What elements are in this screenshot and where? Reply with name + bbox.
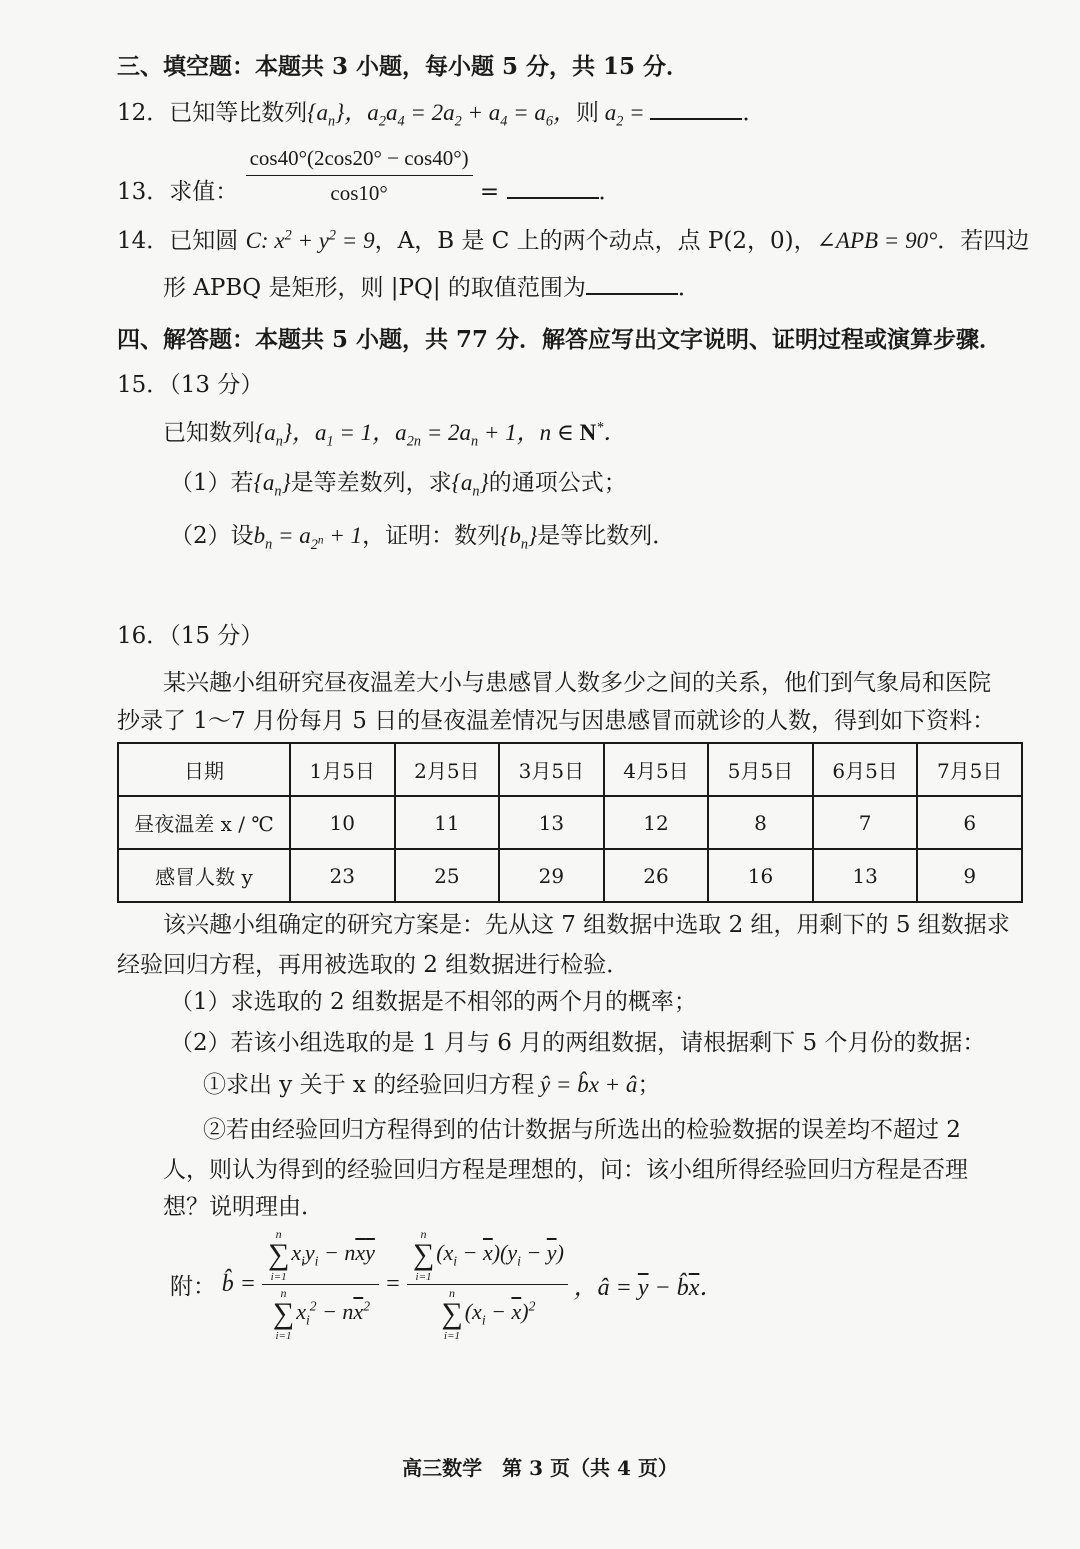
q13-answer-blank[interactable]: [507, 196, 599, 199]
question-13: 13．求值： $\frac{\cos 40^\circ(2\cos 20^\circ - \cos 40^\circ)}{\cos 10^\circ}$ = ．: [117, 144, 622, 206]
table-cell: 8: [708, 796, 813, 849]
table-date-cell: 7月5日: [917, 743, 1022, 796]
table-date-cell: 6月5日: [813, 743, 918, 796]
q15-p1-label: （1）: [170, 470, 231, 496]
section-4-heading: 四、解答题：本题共 5 小题，共 77 分．解答应写出文字说明、证明过程或演算步骤．: [117, 326, 1003, 353]
table-date-cell: 2月5日: [395, 743, 500, 796]
question-15-header: [117, 370, 263, 400]
table-cell: 9: [917, 849, 1022, 902]
sum-symbol: ∑ n i=1: [267, 1227, 290, 1283]
data-table: [117, 742, 1023, 903]
table-cell: 26: [604, 849, 709, 902]
table-row-patients: [118, 849, 1022, 902]
q14-answer-blank[interactable]: [586, 292, 678, 295]
table-row2-label: 感冒人数 y: [118, 849, 290, 902]
table-cell: 13: [813, 849, 918, 902]
question-12: [117, 98, 765, 128]
table-date-cell: 5月5日: [708, 743, 813, 796]
q15-p1-text-a: 若: [230, 470, 254, 496]
table-date-cell: 1月5日: [290, 743, 395, 796]
table-cell: 12: [604, 796, 709, 849]
table-row1-label: 昼夜温差 x / ℃: [118, 796, 290, 849]
b-hat-fraction-2: ∑ n i=1 $(x_i - \overline{x})(y_i - \overline{y})$ ∑ n i=1 $(x_i - \overline{x})^2$: [407, 1240, 568, 1329]
q12-formula: $\{a_n\}$，$a_2a_4 = 2a_2 + a_4 = a_6$，则 $a_2$ =: [307, 100, 651, 130]
q14-angle-formula: ∠APB = 90°: [816, 228, 938, 253]
sum-symbol: ∑ n i=1: [272, 1286, 295, 1342]
q16-part-2-b-line-1: ②若由经验回归方程得到的估计数据与所选出的检验数据的误差均不超过 2: [203, 1117, 961, 1143]
table-header-label: 日期: [118, 743, 290, 796]
q13-lead: 求值：: [169, 178, 239, 205]
q15-number: 15．: [117, 372, 170, 398]
q14-text-b: ，A，B 是 C 上的两个动点，点 P(2，0)，: [374, 228, 817, 254]
table-cell: 6: [917, 796, 1022, 849]
sum-symbol: ∑ n i=1: [412, 1227, 435, 1283]
question-15-part-1: （1）若$\{a_n\}$是等差数列，求$\{a_n\}$的通项公式；: [170, 470, 627, 500]
question-15-given: [163, 418, 626, 448]
q15-score: （13 分）: [169, 372, 264, 398]
question-16-header: [117, 621, 263, 651]
table-cell: 7: [813, 796, 918, 849]
q14-number: 14．: [117, 228, 170, 254]
q14-text-c: ．若四边: [937, 228, 1030, 254]
q13-fraction: [246, 143, 473, 208]
b-hat-fraction-1: ∑ n i=1 $x_iy_i - n\overline{x}\overline{y}$ ∑ n i=1 $x_i^2 - n\overline{x}^2$: [262, 1240, 379, 1329]
q13-end: ．: [598, 178, 622, 205]
q16-part-2: （2）若该小组选取的是 1 月与 6 月的两组数据，请根据剩下 5 个月份的数据：: [170, 1030, 986, 1056]
appendix-label: 附：: [170, 1274, 216, 1300]
q16-regression-equation: ŷ = b̂x + â: [534, 1072, 638, 1097]
q15-given-formula: $\{a_n\}$，$a_1 = 1$，$a_{2n} = 2a_n + 1$，n ∈ N*．: [255, 419, 627, 450]
q15-p1-text-b: 是等差数列，求: [290, 470, 452, 496]
question-14-line-1: [117, 226, 1029, 256]
q13-numerator: cos40°(2cos20° − cos40°): [249, 146, 469, 170]
q16-part-1: （1）求选取的 2 组数据是不相邻的两个月的概率；: [170, 989, 697, 1015]
table-date-cell: 4月5日: [604, 743, 709, 796]
q12-number: 12．: [117, 100, 170, 126]
q16-part-2-b-line-3: 想？说明理由．: [163, 1194, 324, 1220]
q14-text-a: 已知圆: [169, 228, 246, 254]
q15-p2-text-b: ，证明：数列: [362, 523, 501, 549]
table-cell: 23: [290, 849, 395, 902]
page-footer: 高三数学 第 3 页（共 4 页）: [402, 1456, 678, 1480]
q15-p2-text-a: 设: [230, 523, 254, 549]
table-cell: 13: [499, 796, 604, 849]
q12-end: ．: [742, 100, 766, 126]
q16-intro-line-2: 抄录了 1～7 月份每月 5 日的昼夜温差情况与因患感冒而就诊的人数，得到如下资料：: [117, 708, 996, 734]
q16-plan-line-2: 经验回归方程，再用被选取的 2 组数据进行检验．: [117, 952, 630, 978]
q16-p2a-end: ；: [637, 1072, 661, 1098]
table-cell: 25: [395, 849, 500, 902]
q16-p2a-text: ①求出 y 关于 x 的经验回归方程: [203, 1072, 535, 1098]
q16-plan-line-1: 该兴趣小组确定的研究方案是：先从这 7 组数据中选取 2 组，用剩下的 5 组数据求: [163, 912, 1010, 938]
q16-part-2-b-line-2: 人，则认为得到的经验回归方程是理想的，问：该小组所得经验回归方程是否理: [163, 1157, 968, 1183]
table-cell: 29: [499, 849, 604, 902]
q15-p1-text-c: 的通项公式；: [488, 470, 627, 496]
table-cell: 10: [290, 796, 395, 849]
q14-end: ．: [677, 275, 701, 301]
table-row-temperature: [118, 796, 1022, 849]
q15-p2-label: （2）: [170, 523, 231, 549]
q12-text: 已知等比数列: [169, 100, 308, 126]
sum-symbol: ∑ n i=1: [441, 1286, 463, 1342]
q15-p2-text-c: 是等比数列．: [537, 523, 676, 549]
table-date-cell: 3月5日: [499, 743, 604, 796]
q16-intro-line-1: 某兴趣小组研究昼夜温差大小与患感冒人数多少之间的关系，他们到气象局和医院: [163, 670, 991, 696]
q16-part-2-a: [203, 1070, 660, 1100]
q15-given-text: 已知数列: [163, 420, 255, 446]
q13-denominator: cos10°: [246, 175, 473, 208]
q12-answer-blank[interactable]: [650, 117, 742, 120]
q14-circle-formula: C: $x^2 + y^2 = 9$: [245, 227, 375, 253]
question-14-line-2: [163, 273, 701, 303]
appendix-formula: 附： b̂ = ∑ n i=1 $x_iy_i - n\overline{x}\overline{y}$ ∑ n i=1 $x_i^2 - n\overline{x}^2$ = ∑ n i=1 $(x_i - \overline{x})(y_i - \overline{y})$ ∑ n i=1 $(x_i - \overline{x})^2$ ，â = $\overline{y}$ − $b̂\overline{x}$．: [170, 1227, 724, 1342]
table-cell: 16: [708, 849, 813, 902]
q16-number: 16．: [117, 623, 170, 649]
q16-score: （15 分）: [169, 623, 264, 649]
table-row-dates: [118, 743, 1022, 796]
q14-text-d: 形 APBQ 是矩形，则 |PQ| 的取值范围为: [163, 275, 586, 301]
section-3-heading: 三、填空题：本题共 3 小题，每小题 5 分，共 15 分．: [117, 53, 690, 80]
table-cell: 11: [395, 796, 500, 849]
q13-number: 13．: [117, 178, 170, 205]
question-15-part-2: （2）设$b_n = a_{2^n} + 1$，证明：数列$\{b_n\}$是等比数列．: [170, 523, 676, 553]
